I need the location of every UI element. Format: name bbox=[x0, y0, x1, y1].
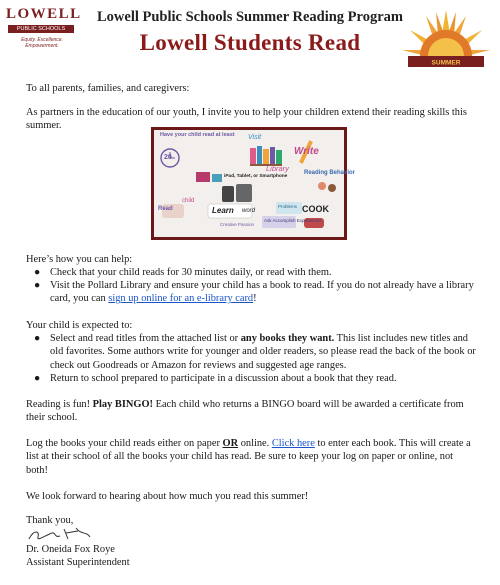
signature-scribble bbox=[26, 525, 116, 545]
info-text-13: Ask Accomplish Experiences bbox=[264, 218, 322, 223]
summer-sun-logo bbox=[398, 4, 494, 74]
main-title: Lowell Students Read bbox=[139, 30, 361, 55]
expected-bullet-1-post: This list includes new titles and old favorites. Some authors write for younger and older readers, so please read the back of the book or check out Goodreads or Amazon for reviews and suggested age ranges. bbox=[50, 333, 476, 371]
info-text-5: Write bbox=[294, 146, 319, 157]
info-text-2: 20 bbox=[164, 154, 172, 161]
info-text-7: iPad, Tablet, or Smartphone bbox=[224, 174, 288, 179]
signer-title: Assistant Superintendent bbox=[26, 557, 130, 568]
lowell-schools-logo bbox=[6, 6, 82, 50]
info-text-9: child bbox=[182, 198, 195, 204]
click-here-link[interactable]: Click here bbox=[271, 438, 315, 449]
e-library-card-link[interactable]: sign up online for an e-library card bbox=[108, 293, 254, 305]
info-text-8: Read bbox=[158, 206, 173, 212]
log-mid: online. bbox=[238, 438, 272, 449]
thanks-line: Thank you, bbox=[26, 515, 74, 526]
info-text-3: Visit bbox=[248, 134, 262, 141]
help-bullet-2-end: ! bbox=[253, 293, 257, 305]
help-heading: Here’s how you can help: bbox=[26, 254, 133, 265]
info-text-15: Creative Passion bbox=[220, 222, 255, 227]
expected-bullet-1-pre: Select and read titles from the attached list or bbox=[50, 333, 241, 344]
info-text-6: Reading Behavior bbox=[304, 170, 356, 176]
bingo-pre: Reading is fun! bbox=[26, 399, 93, 410]
info-text-1: Have your child read at least bbox=[160, 132, 235, 138]
logo-tagline: Equity. Excellence. Empowerment. bbox=[21, 37, 63, 49]
bingo-bold: Play BINGO! bbox=[92, 399, 153, 410]
bullet-dot-icon: ● bbox=[34, 280, 41, 291]
expected-heading: Your child is expected to: bbox=[26, 320, 133, 331]
logo-word: LOWELL bbox=[6, 6, 82, 22]
sun-logo-text: SUMMER bbox=[431, 59, 461, 67]
expected-bullet-1-text bbox=[50, 332, 476, 372]
log-paragraph bbox=[26, 437, 476, 477]
info-text-11: word bbox=[242, 208, 256, 214]
greeting: To all parents, families, and caregivers: bbox=[26, 83, 190, 94]
info-text-12: COOK bbox=[302, 204, 329, 214]
bingo-paragraph bbox=[26, 398, 476, 425]
info-text-14: Problems bbox=[278, 204, 298, 209]
help-bullet-2-body: Visit the Pollard Library and ensure your child has a book to read. If you do not already have a library card, you can bbox=[50, 280, 474, 305]
expected-bullet-1-bold: any books they want. bbox=[240, 333, 335, 344]
program-title: Lowell Public Schools Summer Reading Program bbox=[97, 9, 403, 25]
bullet-dot-icon: ● bbox=[34, 267, 41, 278]
help-bullet-1-text: Check that your child reads for 30 minutes daily, or read with them. bbox=[50, 267, 332, 278]
bingo-post: Each child who returns a BINGO board will be awarded a certificate from their school. bbox=[26, 399, 464, 424]
log-or: OR bbox=[222, 438, 239, 449]
reading-infographic bbox=[151, 127, 356, 240]
info-text-4: Library bbox=[266, 164, 289, 173]
bullet-dot-icon: ● bbox=[34, 333, 41, 344]
logo-sub: PUBLIC SCHOOLS bbox=[16, 26, 66, 32]
closing-line: We look forward to hearing about how much you read this summer! bbox=[26, 491, 309, 502]
log-post: to enter each book. This will create a list at their school of all the books your child has read. Be sure to keep your log on paper or online, not both! bbox=[26, 438, 471, 476]
info-text-10: Learn bbox=[212, 206, 234, 215]
intro-paragraph: As partners in the education of our youth, I invite you to help your children extend their reading skills this summer. bbox=[26, 107, 467, 132]
signer-name: Dr. Oneida Fox Roye bbox=[26, 544, 115, 555]
help-bullet-2-text bbox=[50, 279, 476, 306]
bullet-dot-icon: ● bbox=[34, 373, 41, 384]
log-pre: Log the books your child reads either on paper bbox=[26, 438, 223, 449]
expected-bullet-2-text: Return to school prepared to participate in a discussion about a book that they read. bbox=[50, 373, 397, 384]
